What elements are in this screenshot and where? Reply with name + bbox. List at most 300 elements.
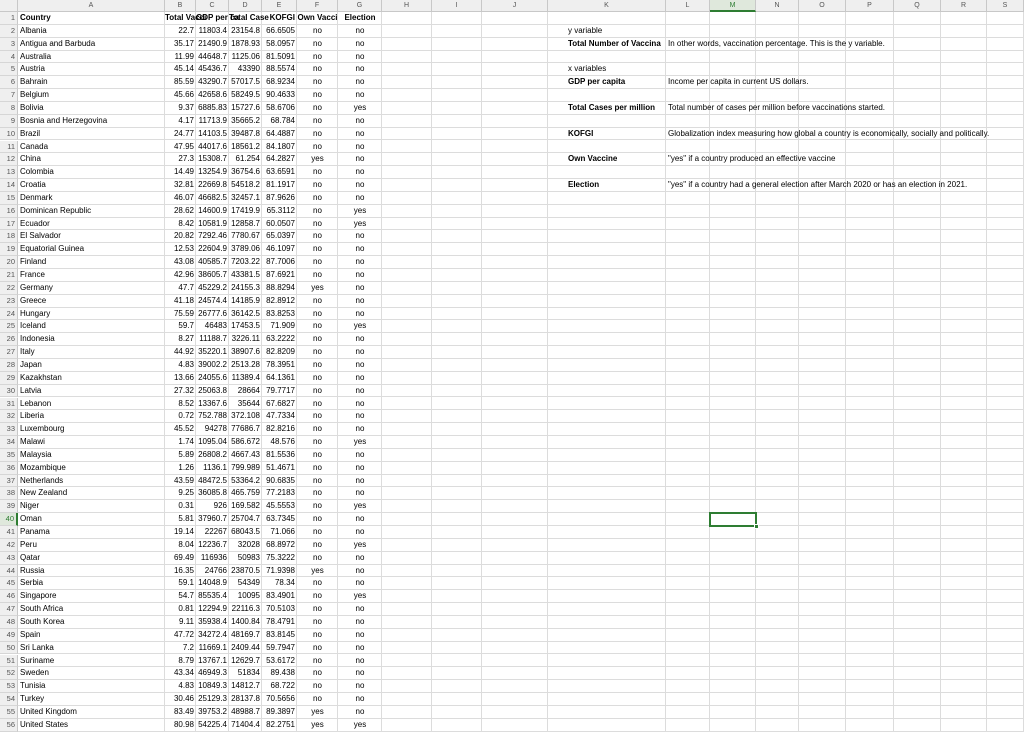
table-cell[interactable]: no [313, 668, 322, 678]
header-cell[interactable]: Election [344, 13, 376, 22]
table-cell[interactable]: yes [353, 719, 367, 729]
table-cell[interactable]: no [313, 398, 322, 408]
table-cell[interactable]: no [313, 591, 322, 601]
table-cell[interactable]: 68.784 [270, 115, 295, 125]
table-cell[interactable]: 15308.7 [198, 154, 227, 164]
table-cell[interactable]: no [355, 270, 365, 279]
row-header[interactable]: 10 [0, 128, 18, 141]
table-cell[interactable]: 35.17 [173, 38, 194, 48]
table-cell[interactable]: 24055.6 [198, 372, 227, 382]
cases-variable-name[interactable]: Total Cases per million [568, 102, 655, 112]
table-cell[interactable]: 0.81 [178, 604, 194, 614]
table-cell[interactable]: no [355, 681, 365, 691]
country-cell[interactable]: Denmark [20, 192, 53, 202]
table-cell[interactable]: no [313, 295, 322, 305]
table-cell[interactable]: 82.2751 [266, 719, 295, 729]
table-cell[interactable]: no [355, 308, 365, 318]
row-header[interactable]: 4 [0, 51, 18, 64]
table-cell[interactable]: 7.2 [182, 642, 194, 652]
country-cell[interactable]: Bolivia [20, 102, 44, 112]
table-cell[interactable]: no [313, 167, 322, 177]
table-cell[interactable]: no [355, 424, 365, 434]
table-cell[interactable]: 90.6835 [266, 475, 295, 485]
table-cell[interactable]: no [355, 514, 365, 524]
table-cell[interactable]: no [313, 64, 322, 74]
country-cell[interactable]: Latvia [20, 385, 42, 395]
country-cell[interactable]: Malawi [20, 437, 45, 447]
table-cell[interactable]: 89.3897 [266, 706, 295, 716]
table-cell[interactable]: 14812.7 [231, 681, 260, 691]
table-cell[interactable]: 15727.6 [231, 102, 260, 112]
table-cell[interactable]: no [313, 552, 322, 562]
table-cell[interactable]: 58.6706 [266, 102, 295, 112]
country-cell[interactable]: Suriname [20, 655, 55, 665]
table-cell[interactable]: 26808.2 [198, 449, 227, 459]
country-cell[interactable]: Oman [20, 514, 42, 524]
table-cell[interactable]: 17419.9 [231, 205, 260, 215]
table-cell[interactable]: yes [311, 719, 324, 729]
row-header[interactable]: 47 [0, 603, 18, 616]
table-cell[interactable]: 47.95 [173, 141, 194, 151]
row-header[interactable]: 53 [0, 680, 18, 693]
country-cell[interactable]: Malaysia [20, 449, 52, 459]
country-cell[interactable]: United States [20, 719, 69, 729]
table-cell[interactable]: 8.42 [178, 218, 194, 228]
row-header[interactable]: 11 [0, 141, 18, 154]
row-header[interactable]: 14 [0, 179, 18, 192]
own-vaccine-variable-description[interactable]: "yes" if a country produced an effective vaccine [668, 154, 836, 164]
table-cell[interactable]: 43.34 [173, 668, 194, 678]
table-cell[interactable]: no [313, 321, 322, 331]
row-header[interactable]: 30 [0, 385, 18, 398]
table-cell[interactable]: no [355, 334, 365, 344]
table-cell[interactable]: no [355, 488, 365, 498]
table-cell[interactable]: no [313, 90, 322, 100]
table-cell[interactable]: 51834 [237, 668, 260, 678]
table-cell[interactable]: no [313, 681, 322, 691]
table-cell[interactable]: no [355, 359, 365, 369]
table-cell[interactable]: 22267 [204, 527, 227, 536]
table-cell[interactable]: 4667.43 [231, 449, 260, 459]
table-cell[interactable]: 24155.3 [231, 282, 260, 292]
column-header-S[interactable]: S [987, 0, 1024, 12]
table-cell[interactable]: 20.82 [173, 231, 194, 241]
table-cell[interactable]: 8.27 [178, 334, 194, 344]
country-cell[interactable]: Qatar [20, 552, 41, 562]
table-cell[interactable]: 43290.7 [198, 77, 227, 87]
y-variable-label[interactable]: y variable [568, 25, 603, 35]
country-cell[interactable]: Ecuador [20, 218, 50, 228]
table-cell[interactable]: 48.576 [270, 437, 295, 447]
table-cell[interactable]: 2513.28 [231, 359, 260, 369]
table-cell[interactable]: 32.81 [173, 180, 194, 190]
table-cell[interactable]: 50983 [237, 552, 260, 562]
table-cell[interactable]: 43.08 [173, 257, 194, 267]
table-cell[interactable]: 14.49 [173, 167, 194, 177]
table-cell[interactable]: 59.7 [178, 321, 194, 331]
table-cell[interactable]: 32028 [237, 539, 260, 549]
table-cell[interactable]: 1136.1 [203, 462, 227, 472]
fill-handle[interactable] [754, 524, 759, 529]
table-cell[interactable]: 25129.3 [198, 694, 227, 704]
table-cell[interactable]: 25063.8 [198, 385, 227, 395]
table-cell[interactable]: 21490.9 [198, 38, 227, 48]
table-cell[interactable]: 12236.7 [198, 539, 227, 549]
table-cell[interactable]: 11713.9 [198, 115, 227, 125]
table-cell[interactable]: 61.254 [235, 154, 260, 164]
table-cell[interactable]: 45.14 [173, 64, 194, 74]
table-cell[interactable]: 8.79 [178, 655, 194, 665]
table-cell[interactable]: 35220.1 [198, 347, 227, 357]
country-cell[interactable]: Panama [20, 527, 50, 536]
table-cell[interactable]: 68.8972 [266, 539, 295, 549]
country-cell[interactable]: Kazakhstan [20, 372, 62, 382]
table-cell[interactable]: 58249.5 [231, 90, 260, 100]
table-cell[interactable]: no [355, 25, 365, 35]
table-cell[interactable]: no [313, 115, 322, 125]
table-cell[interactable]: no [313, 51, 322, 61]
table-cell[interactable]: 116936 [200, 552, 227, 562]
row-header[interactable]: 36 [0, 462, 18, 475]
table-cell[interactable]: 45.5553 [266, 501, 295, 511]
table-cell[interactable]: 46.07 [173, 192, 194, 202]
table-cell[interactable]: 11.99 [174, 51, 194, 61]
own-vaccine-variable-name[interactable]: Own Vaccine [568, 154, 618, 164]
table-cell[interactable]: 169.582 [231, 501, 260, 511]
table-cell[interactable]: 47.7334 [266, 411, 295, 421]
table-cell[interactable]: yes [353, 591, 367, 601]
row-header[interactable]: 34 [0, 436, 18, 449]
table-cell[interactable]: 83.49 [173, 706, 194, 716]
country-cell[interactable]: Bahrain [20, 77, 48, 87]
table-cell[interactable]: 0.72 [178, 411, 194, 421]
table-cell[interactable]: 43.59 [173, 475, 194, 485]
table-cell[interactable]: 40585.7 [198, 257, 227, 267]
row-header[interactable]: 49 [0, 629, 18, 642]
table-cell[interactable]: 84.1807 [266, 141, 295, 151]
table-cell[interactable]: 48988.7 [231, 706, 260, 716]
table-cell[interactable]: 44.92 [173, 347, 194, 357]
table-cell[interactable]: no [355, 655, 365, 665]
table-cell[interactable]: no [313, 180, 322, 190]
table-cell[interactable]: 81.1917 [266, 180, 295, 190]
row-header[interactable]: 20 [0, 256, 18, 269]
table-cell[interactable]: 59.7947 [266, 642, 295, 652]
header-cell[interactable]: Total Vacci [165, 13, 207, 22]
table-cell[interactable]: 8.04 [178, 539, 194, 549]
table-cell[interactable]: no [355, 231, 365, 241]
election-variable-description[interactable]: "yes" if a country had a general election after March 2020 or has an election in 2021. [668, 180, 968, 190]
column-header-B[interactable]: B [165, 0, 196, 12]
row-header[interactable]: 25 [0, 320, 18, 333]
table-cell[interactable]: 18561.2 [231, 141, 260, 151]
country-cell[interactable]: Hungary [20, 308, 51, 318]
y-variable-name[interactable]: Total Number of Vaccina [568, 38, 661, 48]
row-header[interactable]: 13 [0, 166, 18, 179]
table-cell[interactable]: 1.26 [178, 462, 194, 472]
table-cell[interactable]: 17453.5 [231, 321, 260, 331]
table-cell[interactable]: yes [311, 706, 324, 716]
table-cell[interactable]: 58.0957 [266, 38, 295, 48]
table-cell[interactable]: 5.89 [178, 449, 194, 459]
table-cell[interactable]: no [313, 629, 322, 639]
column-header-F[interactable]: F [297, 0, 338, 12]
table-cell[interactable]: 48472.5 [198, 475, 227, 485]
country-cell[interactable]: Italy [20, 347, 35, 357]
country-cell[interactable]: Dominican Republic [20, 205, 92, 215]
table-cell[interactable]: 35938.4 [198, 616, 227, 626]
column-header-I[interactable]: I [432, 0, 482, 12]
table-cell[interactable]: 82.8209 [266, 347, 295, 357]
table-cell[interactable]: no [355, 694, 365, 704]
table-cell[interactable]: no [355, 77, 365, 87]
column-header-R[interactable]: R [941, 0, 987, 12]
table-cell[interactable]: 42.96 [173, 270, 194, 279]
table-cell[interactable]: yes [353, 205, 367, 215]
table-cell[interactable]: 46949.3 [198, 668, 227, 678]
election-variable-name[interactable]: Election [568, 180, 600, 190]
table-cell[interactable]: 9.37 [178, 102, 194, 112]
table-cell[interactable]: no [355, 347, 365, 357]
country-cell[interactable]: Niger [20, 501, 40, 511]
table-cell[interactable]: no [313, 270, 322, 279]
table-cell[interactable]: no [313, 694, 322, 704]
column-header-O[interactable]: O [799, 0, 846, 12]
table-cell[interactable]: 12858.7 [231, 218, 260, 228]
table-cell[interactable]: 68.9234 [266, 77, 295, 87]
row-header[interactable]: 24 [0, 308, 18, 321]
table-cell[interactable]: no [313, 359, 322, 369]
table-cell[interactable]: no [355, 64, 365, 74]
table-cell[interactable]: no [355, 527, 365, 536]
row-header[interactable]: 27 [0, 346, 18, 359]
table-cell[interactable]: no [313, 38, 322, 48]
table-cell[interactable]: 66.6505 [266, 25, 295, 35]
table-cell[interactable]: 88.8294 [266, 282, 295, 292]
table-cell[interactable]: 4.83 [178, 359, 194, 369]
table-cell[interactable]: yes [353, 539, 367, 549]
table-cell[interactable]: 37960.7 [198, 514, 227, 524]
table-cell[interactable]: 59.1 [178, 578, 194, 588]
country-cell[interactable]: Iceland [20, 321, 46, 331]
table-cell[interactable]: 46483 [204, 321, 227, 331]
table-cell[interactable]: yes [353, 321, 367, 331]
table-cell[interactable]: 10095 [237, 591, 260, 601]
table-cell[interactable]: 77686.7 [231, 424, 260, 434]
table-cell[interactable]: no [313, 424, 322, 434]
table-cell[interactable]: 10849.3 [198, 681, 227, 691]
column-header-H[interactable]: H [382, 0, 432, 12]
table-cell[interactable]: 35665.2 [231, 115, 260, 125]
table-cell[interactable]: 71404.4 [231, 719, 260, 729]
table-cell[interactable]: 44017.6 [198, 141, 227, 151]
table-cell[interactable]: 926 [213, 501, 227, 511]
table-cell[interactable]: 83.8253 [266, 308, 295, 318]
table-cell[interactable]: 8.52 [178, 398, 194, 408]
table-cell[interactable]: no [355, 475, 365, 485]
column-header-P[interactable]: P [846, 0, 894, 12]
country-cell[interactable]: El Salvador [20, 231, 61, 241]
table-cell[interactable]: 0.31 [178, 501, 194, 511]
row-header[interactable]: 56 [0, 719, 18, 732]
table-cell[interactable]: no [355, 552, 365, 562]
row-header[interactable]: 3 [0, 38, 18, 51]
header-cell[interactable]: KOFGI [269, 13, 295, 22]
table-cell[interactable]: 63.6591 [266, 167, 295, 177]
table-cell[interactable]: no [355, 411, 365, 421]
table-cell[interactable]: no [355, 372, 365, 382]
row-header[interactable]: 9 [0, 115, 18, 128]
table-cell[interactable]: no [355, 604, 365, 614]
table-cell[interactable]: no [313, 642, 322, 652]
table-cell[interactable]: 87.7006 [266, 257, 295, 267]
table-cell[interactable]: yes [311, 154, 324, 164]
table-cell[interactable]: 39002.2 [198, 359, 227, 369]
table-cell[interactable]: 45436.7 [198, 64, 227, 74]
table-cell[interactable]: 1095.04 [198, 437, 227, 447]
country-cell[interactable]: China [20, 154, 41, 164]
country-cell[interactable]: Serbia [20, 578, 44, 588]
country-cell[interactable]: Belgium [20, 90, 49, 100]
row-header[interactable]: 50 [0, 642, 18, 655]
table-cell[interactable]: 63.2222 [266, 334, 295, 344]
table-cell[interactable]: no [355, 449, 365, 459]
table-cell[interactable]: 85535.4 [198, 591, 227, 601]
row-header[interactable]: 2 [0, 25, 18, 38]
table-cell[interactable]: 78.3951 [266, 359, 295, 369]
country-cell[interactable]: New Zealand [20, 488, 68, 498]
table-cell[interactable]: no [313, 462, 322, 472]
table-cell[interactable]: 65.0397 [266, 231, 295, 241]
table-cell[interactable]: no [355, 642, 365, 652]
country-cell[interactable]: Canada [20, 141, 49, 151]
table-cell[interactable]: 23154.8 [231, 25, 260, 35]
table-cell[interactable]: no [355, 244, 365, 254]
table-cell[interactable]: 63.7345 [266, 514, 295, 524]
row-header[interactable]: 22 [0, 282, 18, 295]
table-cell[interactable]: no [355, 565, 365, 575]
table-cell[interactable]: 71.9398 [266, 565, 295, 575]
row-header[interactable]: 40 [0, 513, 18, 526]
table-cell[interactable]: 75.59 [173, 308, 194, 318]
row-header[interactable]: 21 [0, 269, 18, 282]
table-cell[interactable]: 7780.67 [231, 231, 260, 241]
table-cell[interactable]: 75.3222 [266, 552, 295, 562]
row-header[interactable]: 55 [0, 706, 18, 719]
table-cell[interactable]: 94278 [204, 424, 227, 434]
row-header[interactable]: 44 [0, 565, 18, 578]
country-cell[interactable]: Sweden [20, 668, 49, 678]
table-cell[interactable]: no [313, 308, 322, 318]
table-cell[interactable]: 28.62 [173, 205, 194, 215]
table-cell[interactable]: yes [353, 501, 367, 511]
table-cell[interactable]: no [355, 629, 365, 639]
column-header-N[interactable]: N [756, 0, 799, 12]
table-cell[interactable]: 69.49 [173, 552, 194, 562]
table-cell[interactable]: 6885.83 [198, 102, 227, 112]
table-cell[interactable]: 1.74 [178, 437, 194, 447]
row-header[interactable]: 16 [0, 205, 18, 218]
row-header[interactable]: 41 [0, 526, 18, 539]
table-cell[interactable]: 22.7 [178, 25, 194, 35]
column-header-Q[interactable]: Q [894, 0, 941, 12]
table-cell[interactable]: 60.0507 [266, 218, 295, 228]
table-cell[interactable]: 53364.2 [231, 475, 260, 485]
table-cell[interactable]: no [313, 192, 322, 202]
table-cell[interactable]: yes [353, 437, 367, 447]
table-cell[interactable]: 85.59 [173, 77, 194, 87]
row-header[interactable]: 28 [0, 359, 18, 372]
country-cell[interactable]: Tunisia [20, 681, 46, 691]
row-header[interactable]: 45 [0, 577, 18, 590]
table-cell[interactable]: no [355, 128, 365, 138]
country-cell[interactable]: Peru [20, 539, 37, 549]
table-cell[interactable]: 25704.7 [231, 514, 260, 524]
table-cell[interactable]: 83.4901 [266, 591, 295, 601]
table-cell[interactable]: no [313, 437, 322, 447]
country-cell[interactable]: Netherlands [20, 475, 64, 485]
table-cell[interactable]: 11669.1 [198, 642, 227, 652]
table-cell[interactable]: no [313, 25, 322, 35]
table-cell[interactable]: no [313, 655, 322, 665]
table-cell[interactable]: no [355, 115, 365, 125]
table-cell[interactable]: 16.35 [173, 565, 194, 575]
table-cell[interactable]: no [355, 668, 365, 678]
table-cell[interactable]: 799.989 [231, 462, 260, 472]
row-header[interactable]: 23 [0, 295, 18, 308]
table-cell[interactable]: 23870.5 [231, 565, 260, 575]
table-cell[interactable]: no [313, 334, 322, 344]
table-cell[interactable]: 38605.7 [198, 270, 227, 279]
table-cell[interactable]: 46682.5 [198, 192, 227, 202]
table-cell[interactable]: 87.6921 [266, 270, 295, 279]
table-cell[interactable]: 2409.44 [231, 642, 260, 652]
table-cell[interactable]: 79.7717 [266, 385, 295, 395]
table-cell[interactable]: no [313, 218, 322, 228]
table-cell[interactable]: 22604.9 [198, 244, 227, 254]
table-cell[interactable]: 54.7 [178, 591, 194, 601]
column-header-G[interactable]: G [338, 0, 382, 12]
country-cell[interactable]: Albania [20, 25, 47, 35]
table-cell[interactable]: 65.3112 [266, 205, 295, 215]
table-cell[interactable]: 87.9626 [266, 192, 295, 202]
row-header[interactable]: 31 [0, 398, 18, 411]
row-header[interactable]: 43 [0, 552, 18, 565]
table-cell[interactable]: no [313, 539, 322, 549]
table-cell[interactable]: no [313, 616, 322, 626]
country-cell[interactable]: Finland [20, 257, 47, 267]
table-cell[interactable]: 3789.06 [231, 244, 260, 254]
row-header[interactable]: 51 [0, 655, 18, 668]
select-all-corner[interactable] [0, 0, 18, 12]
country-cell[interactable]: Austria [20, 64, 45, 74]
table-cell[interactable]: no [355, 167, 365, 177]
table-cell[interactable]: 13.66 [173, 372, 194, 382]
table-cell[interactable]: 24574.4 [198, 295, 227, 305]
country-cell[interactable]: South Korea [20, 616, 65, 626]
table-cell[interactable]: 70.5656 [266, 694, 295, 704]
country-cell[interactable]: Antigua and Barbuda [20, 38, 96, 48]
table-cell[interactable]: no [313, 347, 322, 357]
table-cell[interactable]: 70.5103 [266, 604, 295, 614]
table-cell[interactable]: no [313, 244, 322, 254]
kofgi-variable-description[interactable]: Globalization index measuring how global a country is economically, socially and politically. [668, 128, 990, 138]
table-cell[interactable]: 64.1361 [266, 372, 295, 382]
table-cell[interactable]: no [313, 578, 322, 588]
row-header[interactable]: 46 [0, 590, 18, 603]
table-cell[interactable]: 45.66 [173, 90, 194, 100]
table-cell[interactable]: 4.17 [178, 115, 194, 125]
